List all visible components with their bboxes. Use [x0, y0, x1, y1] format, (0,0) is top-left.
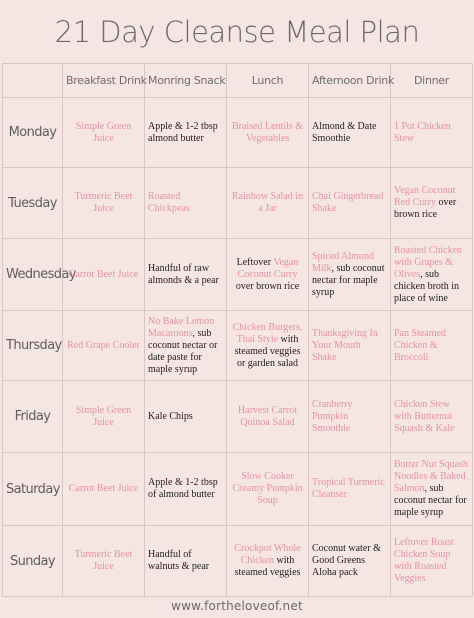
meal-cell-morning-snack: [145, 453, 227, 526]
recipe-link[interactable]: Crockpot Whole Chicken: [234, 543, 301, 566]
meal-cell-breakfast-drink: [63, 168, 145, 239]
meal-cell-dinner: [391, 239, 473, 311]
meal-cell-afternoon-drink: [309, 168, 391, 239]
table-row: [3, 381, 473, 453]
header-row: [3, 64, 473, 98]
recipe-link[interactable]: Chicken Burgers, Thai Style: [232, 321, 303, 345]
meal-cell-breakfast-drink: [63, 98, 145, 168]
meal-cell-afternoon-drink: [309, 98, 391, 168]
meal-text: , sub coconut nectar or date paste for maple syrup: [148, 327, 218, 375]
meal-cell-dinner: [391, 381, 473, 453]
meal-cell-afternoon-drink: [309, 311, 391, 381]
recipe-link[interactable]: Simple Green Juice: [75, 120, 132, 144]
meal-cell-breakfast-drink: [63, 381, 145, 453]
day-label: Wednesday: [3, 239, 63, 311]
recipe-link[interactable]: Carrot Beet Juice: [68, 483, 139, 494]
recipe-link[interactable]: Leftover Roast Chicken Soup with Roasted Veggies: [394, 537, 454, 584]
meal-cell-dinner: [391, 98, 473, 168]
meal-cell-lunch: [227, 526, 309, 597]
meal-text: , sub chicken broth in place of wine: [394, 268, 459, 304]
meal-text: with steamed veggies: [234, 555, 301, 578]
recipe-link[interactable]: Tropical Turmeric Cleanser: [312, 477, 385, 500]
meal-cell-breakfast-drink: [63, 526, 145, 597]
meal-cell-afternoon-drink: [309, 526, 391, 597]
meal-text: Apple & 1-2 tbsp almond butter: [148, 120, 218, 144]
meal-cell-breakfast-drink: [63, 239, 145, 311]
recipe-link[interactable]: Rainbow Salad in a Jar: [231, 191, 304, 214]
footer-url: www.fortheloveof.net: [171, 599, 303, 613]
recipe-link[interactable]: Thanksgiving In Your Mouth Shake: [312, 327, 378, 363]
day-label: Monday: [3, 98, 63, 168]
meal-cell-afternoon-drink: [309, 381, 391, 453]
recipe-link[interactable]: Simple Green Juice: [75, 404, 132, 428]
recipe-link[interactable]: Chicken Stew with Butternut Squash & Kale: [394, 398, 455, 434]
meal-cell-morning-snack: [145, 526, 227, 597]
recipe-link[interactable]: Vegan Coconut Curry: [237, 256, 299, 280]
header-breakfast-drink: Breakfast Drink: [63, 64, 145, 98]
meal-cell-morning-snack: [145, 168, 227, 239]
day-label: Thursday: [3, 311, 63, 381]
recipe-link[interactable]: Braised Lentils & Vegetables: [231, 120, 304, 144]
meal-cell-lunch: [227, 239, 309, 311]
meal-text: Almond & Date Smoothie: [312, 120, 377, 144]
recipe-link[interactable]: Roasted Chicken with Grapes & Olives: [394, 244, 463, 280]
meal-text: Kale Chips: [148, 410, 193, 422]
meal-cell-dinner: [391, 168, 473, 239]
meal-text: with steamed veggies or garden salad: [234, 333, 301, 369]
table-row: [3, 168, 473, 239]
recipe-link[interactable]: Turmeric Beet Juice: [74, 191, 133, 214]
meal-cell-dinner: [391, 311, 473, 381]
table-row: [3, 453, 473, 526]
meal-cell-lunch: [227, 381, 309, 453]
meal-text: Leftover: [236, 256, 274, 268]
day-label: Sunday: [3, 526, 63, 597]
meal-cell-lunch: [227, 168, 309, 239]
meal-text: Apple & 1-2 tbsp of almond butter: [148, 477, 218, 500]
table-row: [3, 239, 473, 311]
header-corner: [3, 64, 63, 98]
meal-cell-lunch: [227, 311, 309, 381]
meal-cell-morning-snack: [145, 98, 227, 168]
meal-cell-morning-snack: [145, 239, 227, 311]
recipe-link[interactable]: Spiced Almond Milk: [312, 250, 374, 274]
header-morning-snack: Monring Snack: [145, 64, 227, 98]
meal-cell-morning-snack: [145, 311, 227, 381]
meal-cell-lunch: [227, 453, 309, 526]
recipe-link[interactable]: No Bake Lemon Macaroons: [148, 315, 215, 339]
meal-plan-body: [3, 98, 473, 597]
meal-cell-breakfast-drink: [63, 311, 145, 381]
recipe-link[interactable]: Vegan Coconut Red Curry: [394, 185, 456, 208]
day-label: Saturday: [3, 453, 63, 526]
table-row: [3, 311, 473, 381]
recipe-link[interactable]: Chai Gingerbread Shake: [312, 191, 384, 214]
header-afternoon-drink: Afternoon Drink: [309, 64, 391, 98]
recipe-link[interactable]: Slow Cooker Creamy Pumpkin Soup: [232, 471, 303, 506]
page-title: 21 Day Cleanse Meal Plan: [54, 15, 420, 49]
header-dinner: Dinner: [391, 64, 473, 98]
meal-text: over brown rice: [235, 280, 300, 292]
recipe-link[interactable]: 1 Pot Chicken Stew: [394, 120, 451, 144]
recipe-link[interactable]: Cranberry Pumpkin Smoothie: [312, 398, 353, 434]
meal-cell-dinner: [391, 526, 473, 597]
meal-plan-table: [2, 63, 473, 597]
recipe-link[interactable]: Butter Nut Squash Noodles & Baked Salmon: [394, 459, 468, 494]
meal-text: , sub coconut nectar for maple syrup: [394, 483, 467, 518]
meal-text: Handful of walnuts & pear: [148, 549, 210, 572]
meal-text: Handful of raw almonds & a pear: [148, 262, 219, 286]
meal-cell-afternoon-drink: [309, 453, 391, 526]
recipe-link[interactable]: Roasted Chickpeas: [148, 191, 190, 214]
recipe-link[interactable]: Carrot Beet Juice: [68, 268, 139, 280]
meal-cell-morning-snack: [145, 381, 227, 453]
meal-text: Coconut water & Good Greens Aloha pack: [312, 543, 381, 578]
meal-text: over brown rice: [394, 197, 457, 220]
day-label: Friday: [3, 381, 63, 453]
meal-text: , sub coconut nectar for maple syrup: [312, 262, 385, 298]
recipe-link[interactable]: Red Grape Cooler: [67, 339, 140, 351]
recipe-link[interactable]: Pan Steamed Chicken & Broccoli: [394, 327, 446, 363]
recipe-link[interactable]: Turmeric Beet Juice: [74, 549, 133, 572]
meal-cell-dinner: [391, 453, 473, 526]
meal-cell-afternoon-drink: [309, 239, 391, 311]
table-row: [3, 98, 473, 168]
meal-cell-lunch: [227, 98, 309, 168]
recipe-link[interactable]: Harvest Carrot Quinoa Salad: [237, 404, 298, 428]
header-lunch: Lunch: [227, 64, 309, 98]
meal-cell-breakfast-drink: [63, 453, 145, 526]
day-label: Tuesday: [3, 168, 63, 239]
table-row: [3, 526, 473, 597]
